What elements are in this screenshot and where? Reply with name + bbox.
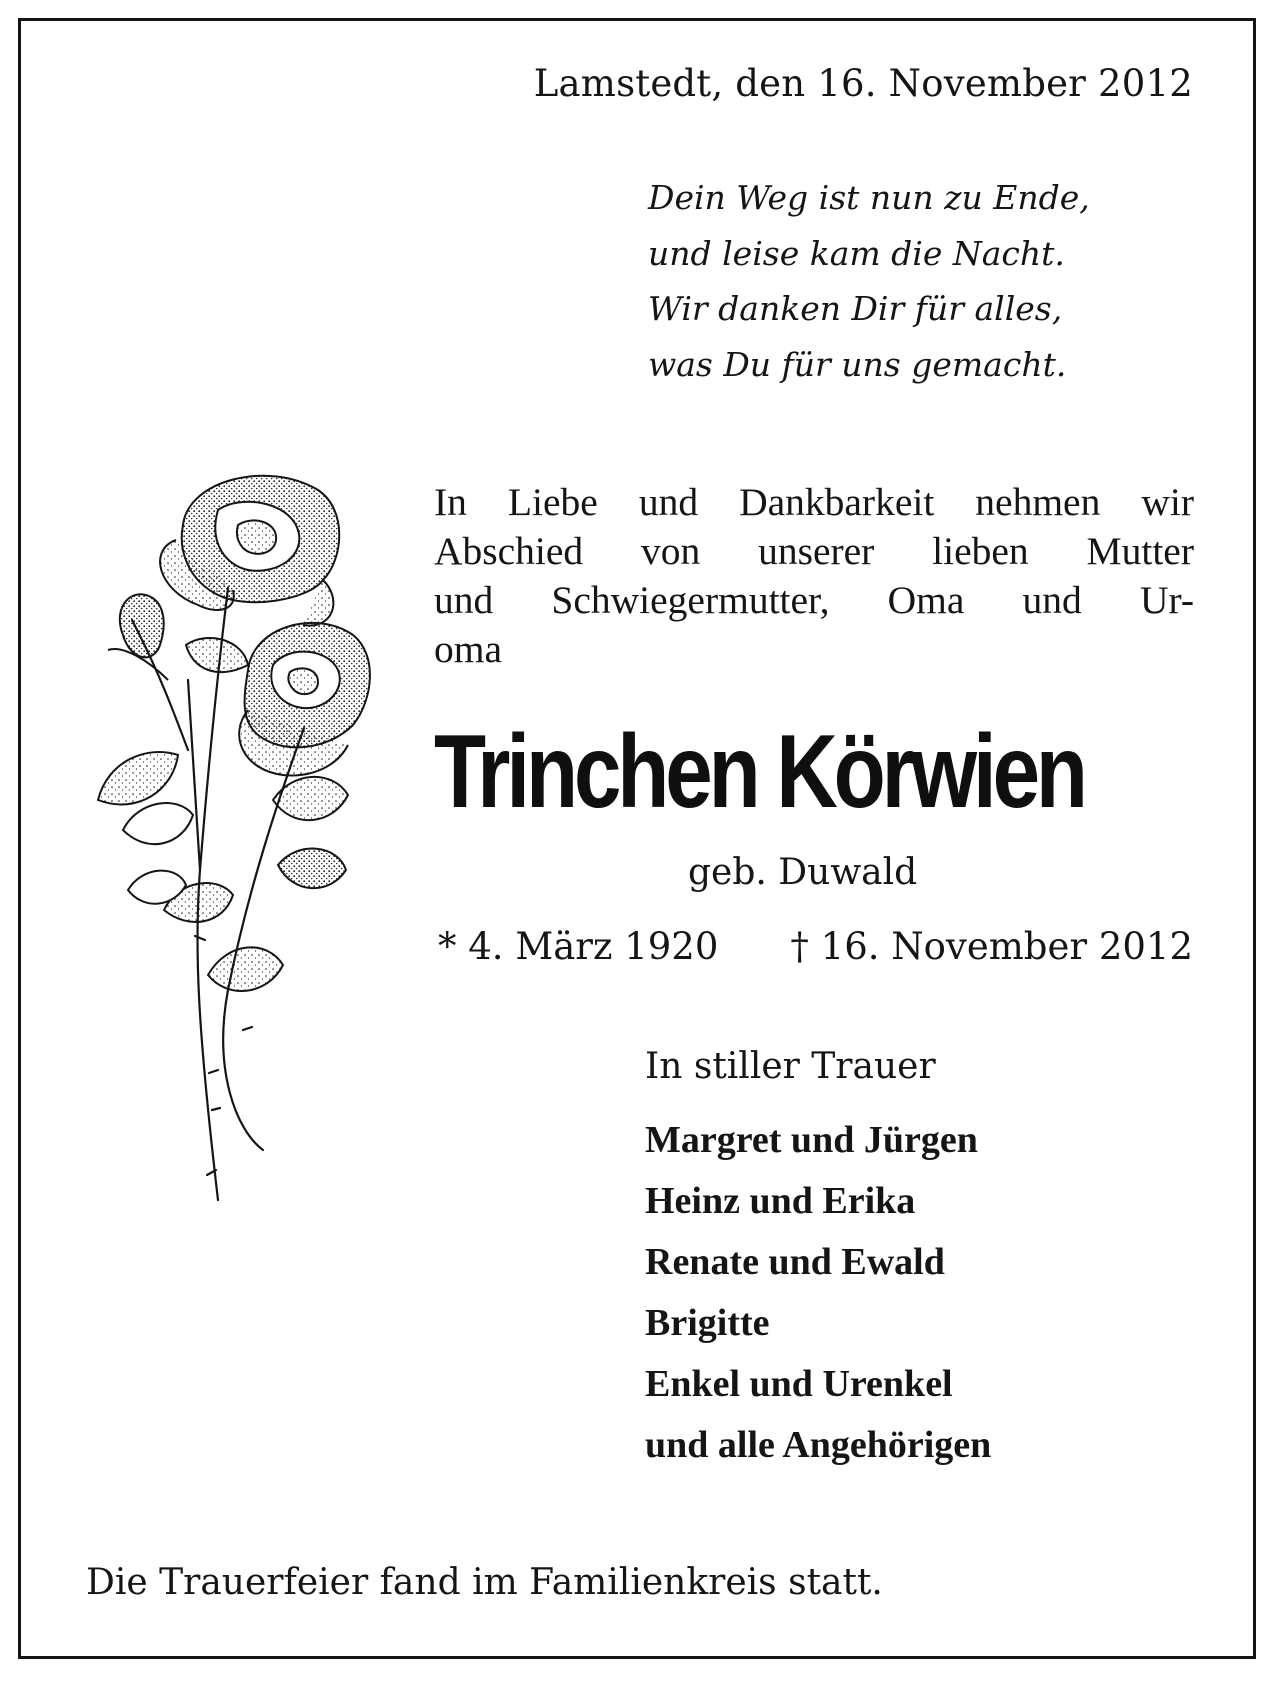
intro-line: Abschied von unserer lieben Mutter bbox=[434, 529, 1194, 573]
mourner: Brigitte bbox=[645, 1302, 770, 1344]
mourner: Margret und Jürgen bbox=[645, 1119, 978, 1161]
mourner: Renate und Ewald bbox=[645, 1241, 945, 1283]
deceased-name: Trinchen Körwien bbox=[434, 714, 1084, 830]
mourning-heading: In stiller Trauer bbox=[645, 1046, 936, 1087]
mourners-list bbox=[645, 1110, 991, 1476]
rose-illustration bbox=[68, 470, 418, 1210]
poem-line: und leise kam die Nacht. bbox=[648, 233, 1065, 273]
funeral-note: Die Trauerfeier fand im Familienkreis statt. bbox=[86, 1562, 883, 1603]
poem-line: Dein Weg ist nun zu Ende, bbox=[648, 178, 1090, 217]
mourner: Enkel und Urenkel bbox=[645, 1363, 953, 1405]
birth-date: * 4. März 1920 bbox=[438, 925, 719, 968]
mourner: Heinz und Erika bbox=[645, 1180, 916, 1222]
intro-line: und Schwiegermutter, Oma und Ur- bbox=[434, 578, 1194, 622]
death-date: † 16. November 2012 bbox=[790, 925, 1193, 968]
intro-line: In Liebe und Dankbarkeit nehmen wir bbox=[434, 480, 1194, 524]
poem-line: was Du für uns gemacht. bbox=[648, 344, 1067, 384]
mourner: und alle Angehörigen bbox=[645, 1424, 992, 1466]
intro-paragraph bbox=[434, 478, 1194, 674]
dateline: Lamstedt, den 16. November 2012 bbox=[533, 62, 1193, 105]
poem-line: Wir danken Dir für alles, bbox=[648, 289, 1063, 328]
maiden-name: geb. Duwald bbox=[688, 852, 918, 893]
poem bbox=[648, 170, 1090, 392]
intro-line: oma bbox=[434, 627, 503, 671]
